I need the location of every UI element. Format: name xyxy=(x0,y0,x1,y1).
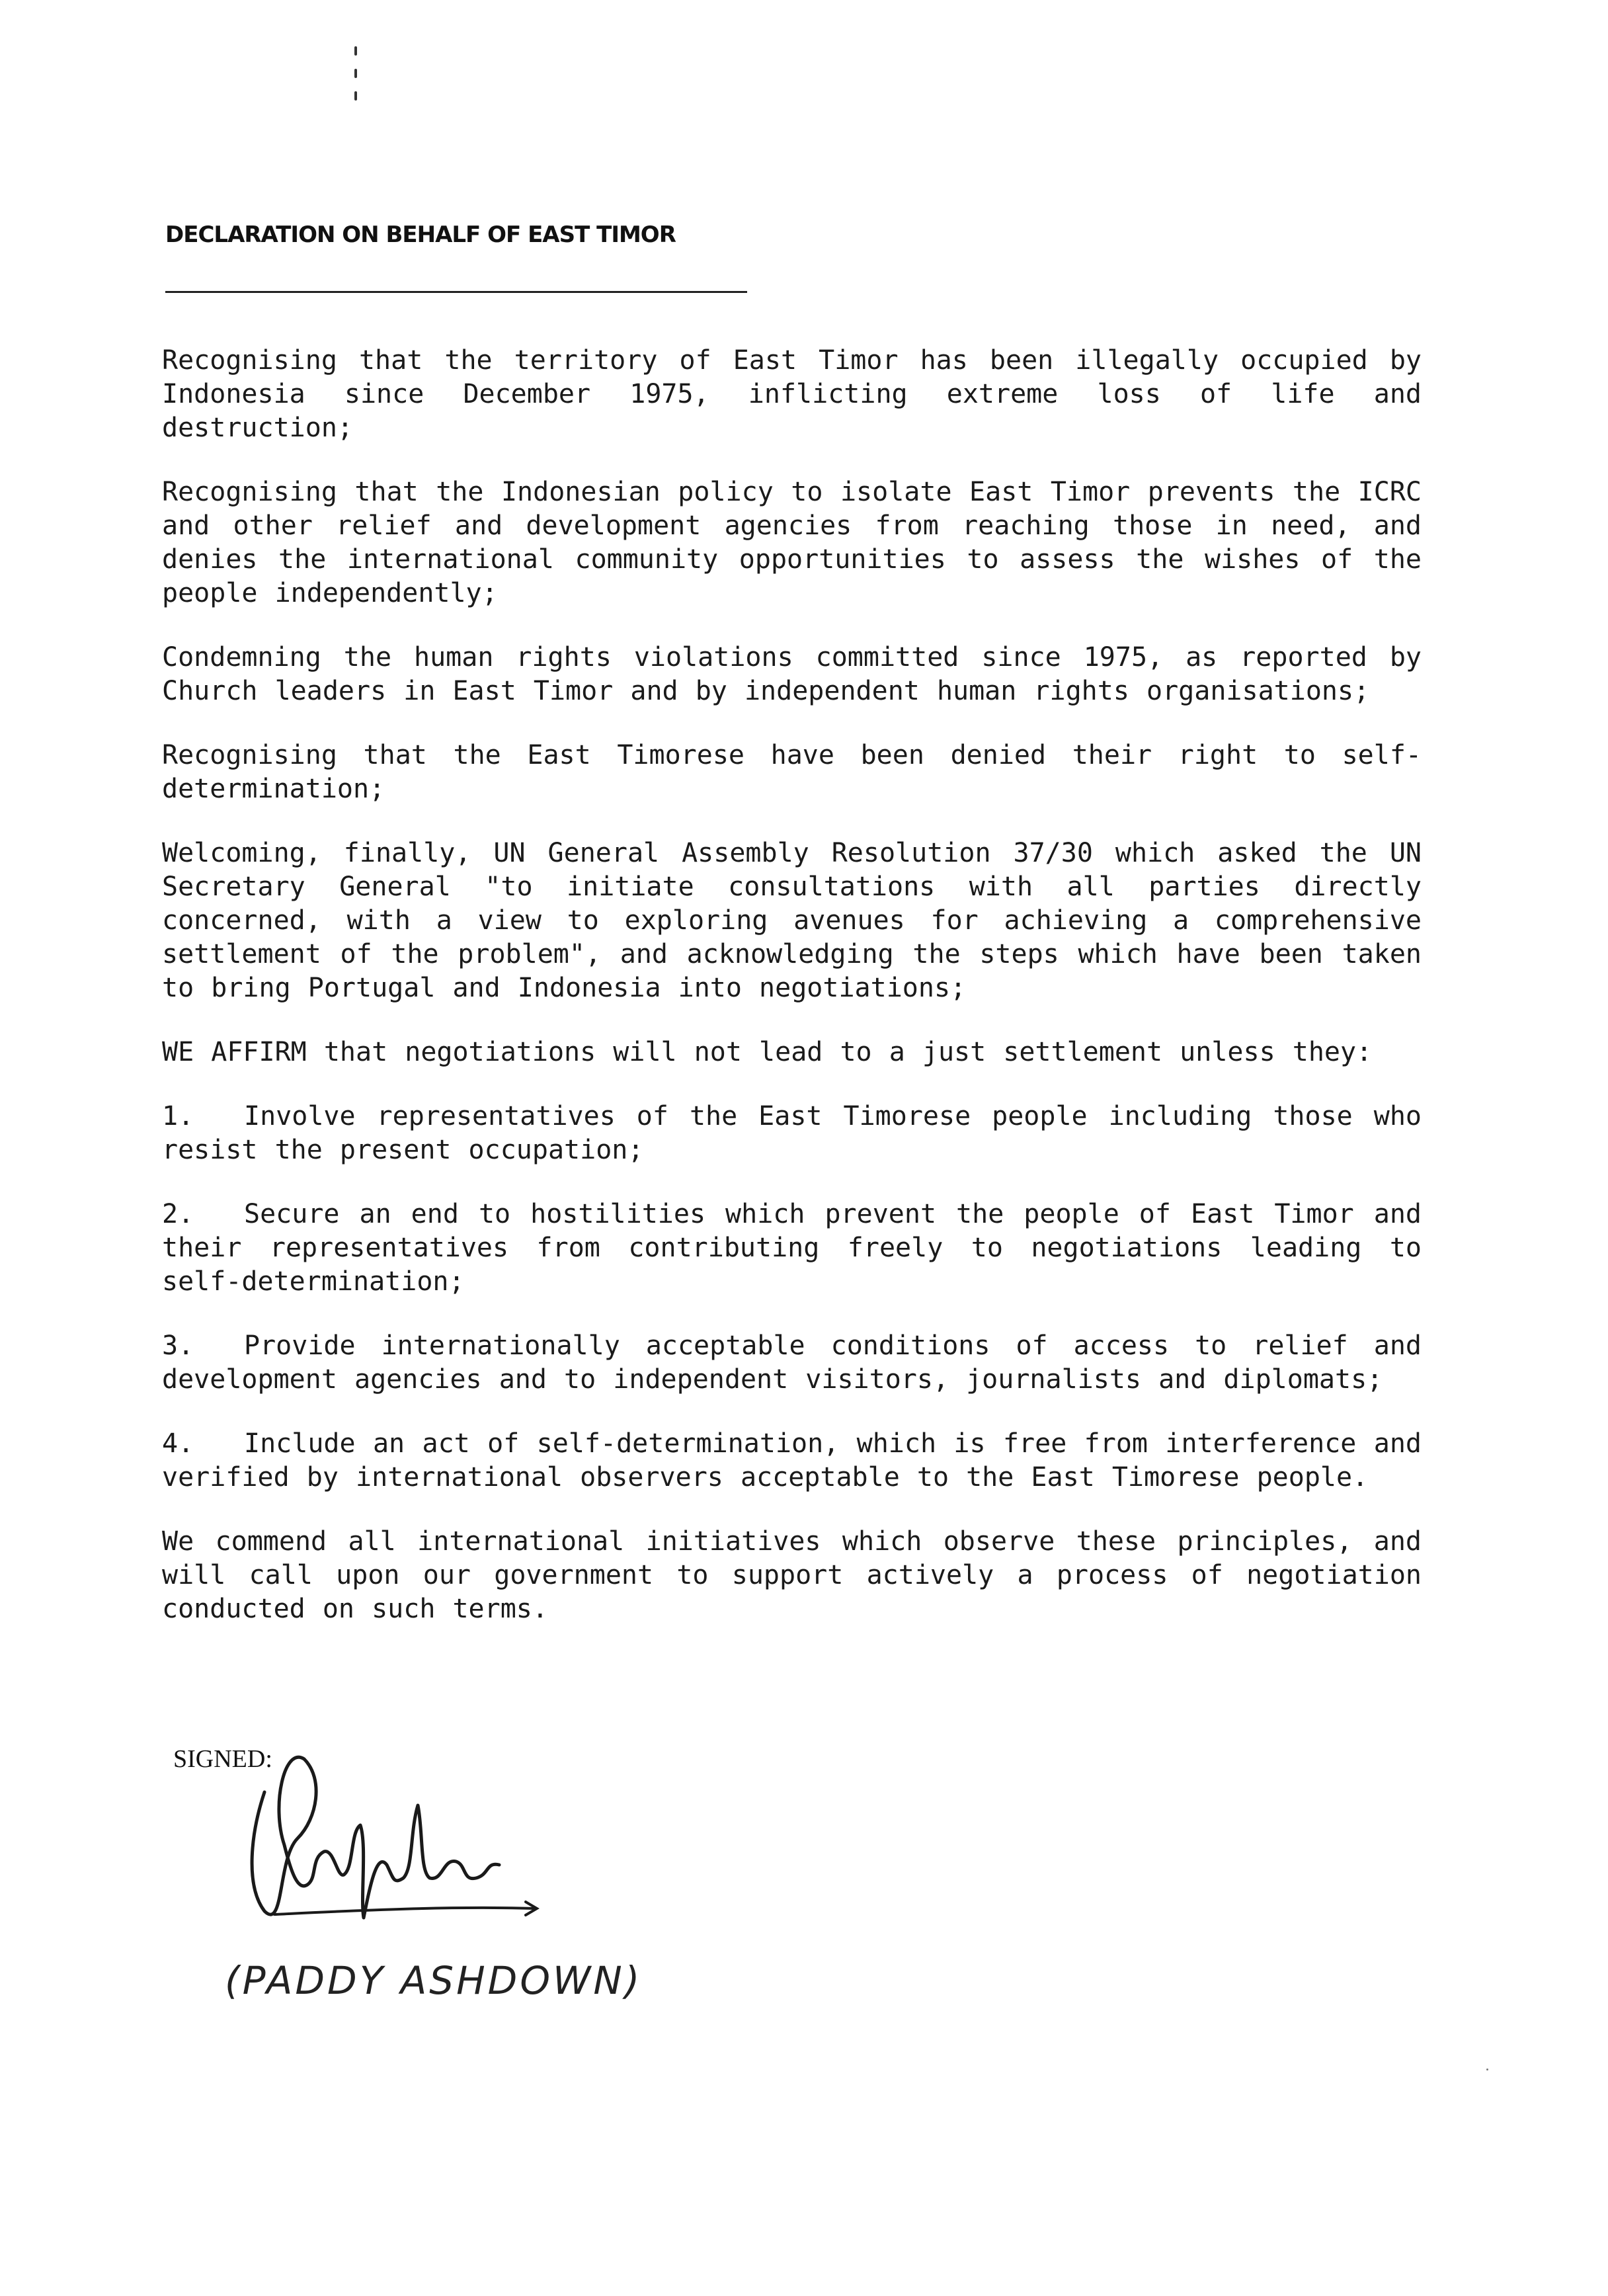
condition-number: 4. xyxy=(162,1428,194,1459)
paragraph-human-rights: Condemning the human rights violations committed since 1975, as reported by Church leaders in East Timor and by independent human rights organisations; xyxy=(162,642,1422,706)
condition-text: Provide internationally acceptable conditions of access to relief and development agencies and to independent visitors, journalists and diplomats; xyxy=(162,1331,1422,1395)
document-body xyxy=(162,344,1422,1657)
paragraph-isolation-policy: Recognising that the Indonesian policy to isolate East Timor prevents the ICRC and other relief and development agencies from reaching those in need, and denies the international community opportunities to assess the wishes of the people independently; xyxy=(162,477,1422,608)
scan-mark xyxy=(353,46,358,112)
condition-item xyxy=(162,1427,1422,1495)
paragraph-un-resolution: Welcoming, finally, UN General Assembly Resolution 37/30 which asked the UN Secretary General "to initiate consultations with all parties directly concerned, with a view to exploring avenues for achieving a comprehensive settlement of the problem", and acknowledging the steps which have been taken to bring Portugal and Indonesia into negotiations; xyxy=(162,838,1422,1003)
condition-item xyxy=(162,1100,1422,1167)
document-title: DECLARATION ON BEHALF OF EAST TIMOR xyxy=(165,222,676,248)
condition-number: 1. xyxy=(162,1101,194,1131)
paragraph-self-determination: Recognising that the East Timorese have been denied their right to self-determination; xyxy=(162,740,1422,804)
condition-item xyxy=(162,1198,1422,1299)
paragraph-recognising-occupation: Recognising that the territory of East Timor has been illegally occupied by Indonesia since December 1975, inflicting extreme loss of life and destruction; xyxy=(162,345,1422,443)
condition-text: Involve representatives of the East Timorese people including those who resist the present occupation; xyxy=(162,1101,1422,1165)
svg-text:(PADDY ASHDOWN): (PADDY ASHDOWN) xyxy=(225,1958,643,2003)
paragraph-closing: We commend all international initiatives which observe these principles, and will call upon our government to support actively a process of negotiation conducted on such terms. xyxy=(162,1526,1422,1624)
condition-number: 2. xyxy=(162,1199,194,1229)
condition-text: Secure an end to hostilities which prevent the people of East Timor and their representatives from contributing freely to negotiations leading to self-determination; xyxy=(162,1199,1422,1297)
paragraph-affirmation: WE AFFIRM that negotiations will not lead to a just settlement unless they: xyxy=(162,1037,1373,1067)
condition-text: Include an act of self-determination, which is free from interference and verified by international observers acceptable to the East Timorese people. xyxy=(162,1428,1422,1493)
title-underline xyxy=(165,291,747,293)
signature xyxy=(245,1752,549,1944)
signed-label: SIGNED: xyxy=(173,1745,272,1773)
handwritten-name xyxy=(225,1931,655,2024)
condition-item xyxy=(162,1329,1422,1397)
scan-speck xyxy=(1486,2069,1488,2070)
condition-number: 3. xyxy=(162,1331,194,1361)
